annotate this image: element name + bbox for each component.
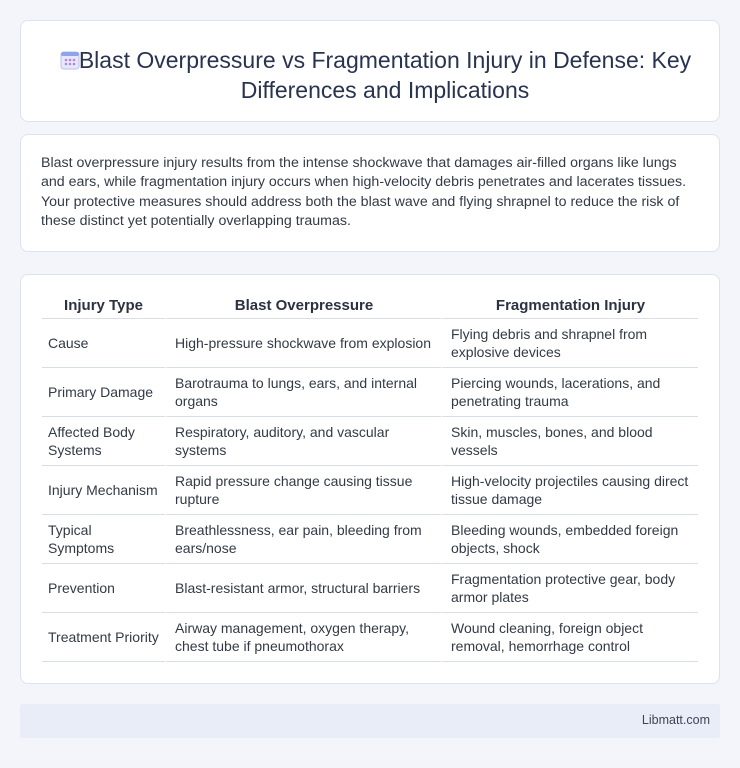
fragmentation-cell: Flying debris and shrapnel from explosive devices — [441, 319, 698, 368]
table-row — [42, 319, 698, 368]
fragmentation-cell: Wound cleaning, foreign object removal, hemorrhage control — [441, 613, 698, 662]
table-row — [42, 564, 698, 613]
row-label: Primary Damage — [42, 368, 165, 417]
title-card — [20, 20, 720, 122]
table-row — [42, 368, 698, 417]
table-row — [42, 515, 698, 564]
fragmentation-cell: Bleeding wounds, embedded foreign objects, shock — [441, 515, 698, 564]
fragmentation-cell: Fragmentation protective gear, body armor plates — [441, 564, 698, 613]
column-header-injury-type: Injury Type — [42, 297, 165, 319]
blast-cell: Respiratory, auditory, and vascular systems — [165, 417, 441, 466]
column-header-blast-overpressure: Blast Overpressure — [165, 297, 441, 319]
footer-brand-link[interactable]: Libmatt.com — [641, 713, 710, 727]
column-header-fragmentation-injury: Fragmentation Injury — [441, 297, 698, 319]
title-row — [21, 45, 719, 105]
row-label: Treatment Priority — [42, 613, 165, 662]
blast-cell: Blast-resistant armor, structural barriers — [165, 564, 441, 613]
table-row — [42, 417, 698, 466]
intro-paragraph: Blast overpressure injury results from the intense shockwave that damages air-filled organs like lungs and ears, while fragmentation injury occurs when high-velocity debris penetrates and lacerates tissues. Your protective measures should address both the blast wave and flying shrapnel to reduce the risk of these distinct yet potentially overlapping traumas. — [41, 155, 687, 230]
fragmentation-cell: Piercing wounds, lacerations, and penetrating trauma — [441, 368, 698, 417]
comparison-table-card — [20, 274, 720, 684]
fragmentation-cell: Skin, muscles, bones, and blood vessels — [441, 417, 698, 466]
row-label: Cause — [42, 319, 165, 368]
blast-cell: Barotrauma to lungs, ears, and internal organs — [165, 368, 441, 417]
blast-cell: Rapid pressure change causing tissue rupture — [165, 466, 441, 515]
footer-bar — [20, 704, 720, 738]
blast-cell: High-pressure shockwave from explosion — [165, 319, 441, 368]
table-row — [42, 613, 698, 662]
intro-card — [20, 134, 720, 252]
comparison-table — [42, 297, 698, 662]
blast-cell: Airway management, oxygen therapy, chest tube if pneumothorax — [165, 613, 441, 662]
table-row — [42, 466, 698, 515]
row-label: Affected Body Systems — [42, 417, 165, 466]
row-label: Injury Mechanism — [42, 466, 165, 515]
page-title: Blast Overpressure vs Fragmentation Injury in Defense: Key Differences and Implications — [78, 47, 692, 103]
fragmentation-cell: High-velocity projectiles causing direct tissue damage — [441, 466, 698, 515]
table-header-row — [42, 297, 698, 319]
calendar-grid-icon — [59, 49, 81, 71]
row-label: Typical Symptoms — [42, 515, 165, 564]
row-label: Prevention — [42, 564, 165, 613]
blast-cell: Breathlessness, ear pain, bleeding from ears/nose — [165, 515, 441, 564]
